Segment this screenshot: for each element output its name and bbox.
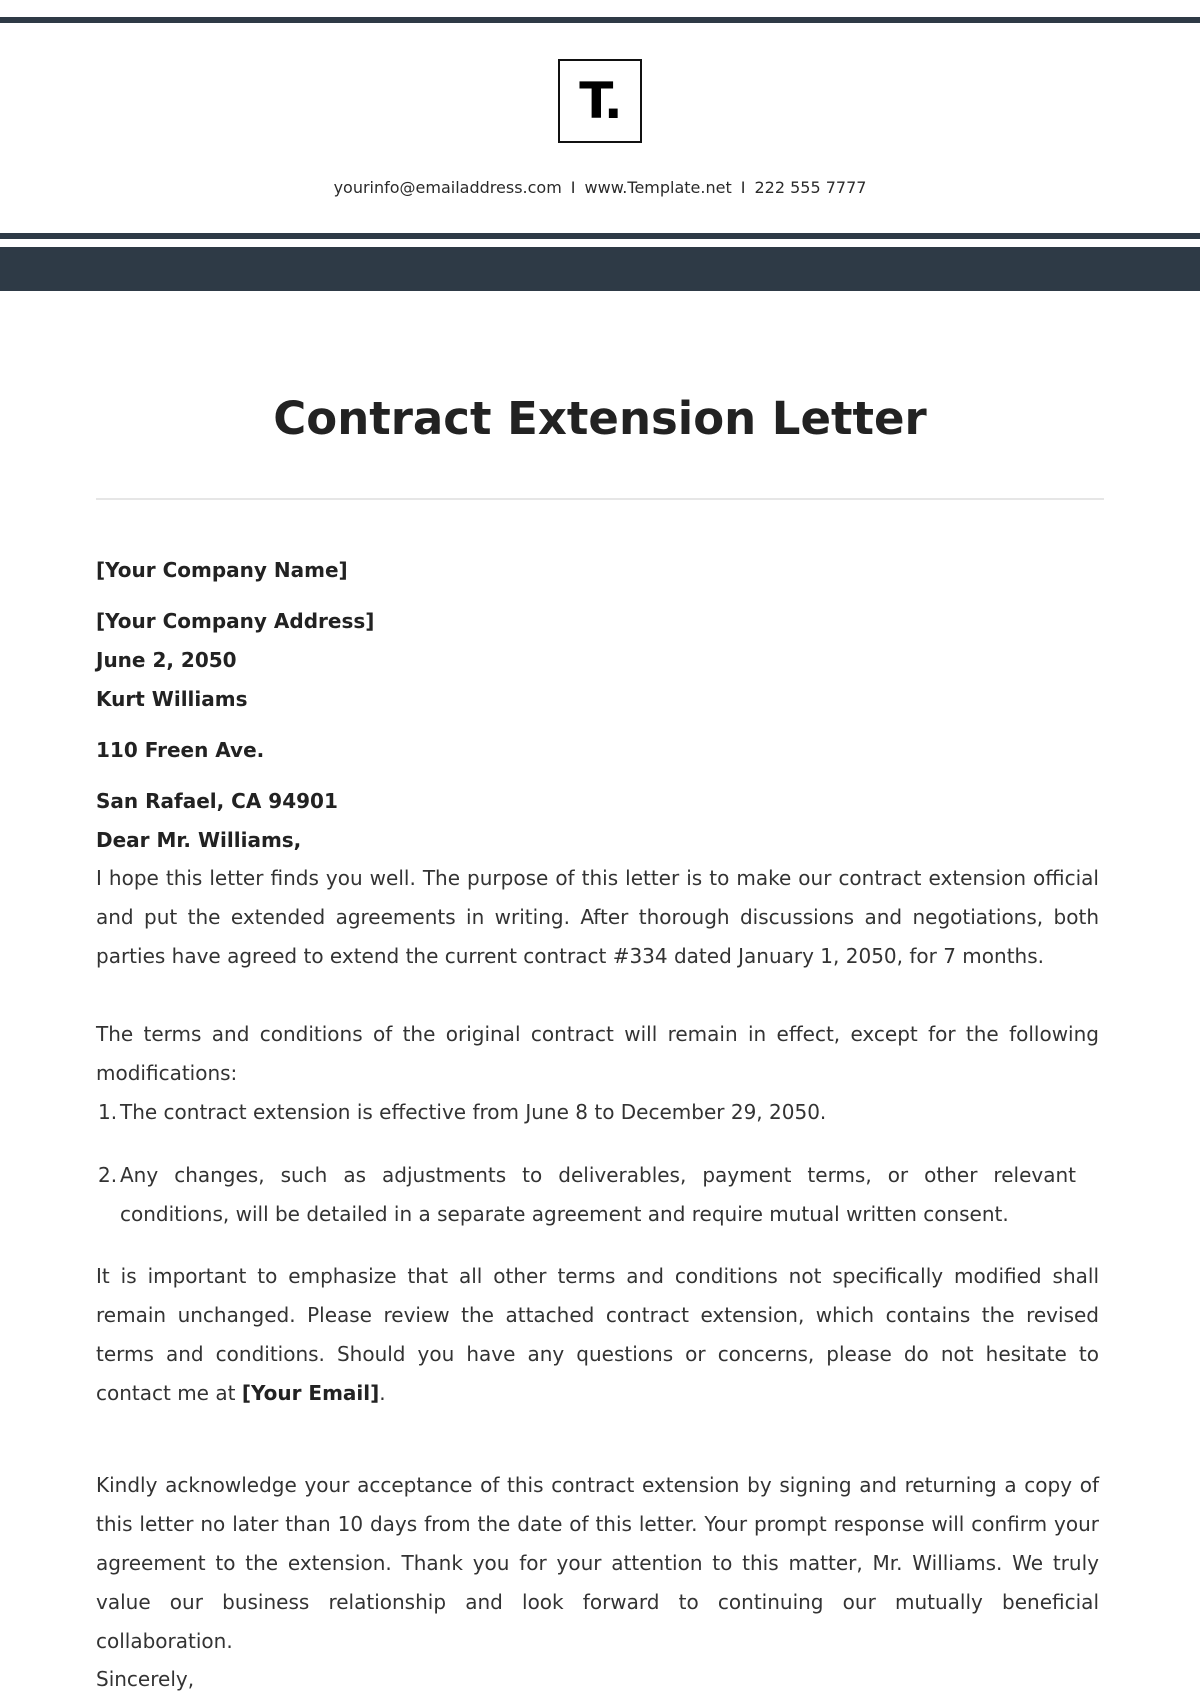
title-divider xyxy=(96,498,1104,500)
list-item xyxy=(96,1093,1076,1132)
list-item-text: The contract extension is effective from June 8 to December 29, 2050. xyxy=(120,1100,827,1124)
header-bottom-rule xyxy=(0,233,1200,239)
logo-text: T. xyxy=(579,72,621,130)
header-top-rule xyxy=(0,17,1200,23)
contact-phone: 222 555 7777 xyxy=(754,178,867,197)
recipient-city-state-zip: San Rafael, CA 94901 xyxy=(96,789,338,813)
recipient-name: Kurt Williams xyxy=(96,687,248,711)
acknowledge-paragraph: Kindly acknowledge your acceptance of this contract extension by signing and returning a copy of this letter no later than 10 days from the date of this letter. Your prompt response will confirm your agreement to the extension. Thank you for your attention to this matter, Mr. Williams. We truly value our business relationship and look forward to continuing our mutually beneficial collaboration. xyxy=(96,1473,1099,1653)
sender-company-address: [Your Company Address] xyxy=(96,609,375,633)
header-band xyxy=(0,247,1200,291)
terms-intro-paragraph: The terms and conditions of the original contract will remain in effect, except for the following modifications: xyxy=(96,1022,1099,1085)
contact-email-placeholder: [Your Email] xyxy=(241,1381,380,1405)
list-item xyxy=(96,1156,1076,1234)
emphasis-end: . xyxy=(379,1381,386,1405)
contact-separator: I xyxy=(740,178,746,197)
contact-line xyxy=(0,178,1200,197)
emphasis-paragraph xyxy=(96,1257,1099,1413)
intro-paragraph: I hope this letter finds you well. The purpose of this letter is to make our contract extension official and put the extended agreements in writing. After thorough discussions and negotiations, both parties have agreed to extend the current contract #334 dated January 1, 2050, for 7 months. xyxy=(96,866,1099,968)
emphasis-text: It is important to emphasize that all other terms and conditions not specifically modified shall remain unchanged. Please review the attached contract extension, which contains the revised terms and conditions. Should you have any questions or concerns, please do not hesitate to contact me at xyxy=(96,1264,1099,1405)
recipient-street: 110 Freen Ave. xyxy=(96,738,265,762)
closing: Sincerely, xyxy=(96,1667,195,1691)
sender-company-name: [Your Company Name] xyxy=(96,558,348,582)
contact-email: yourinfo@emailaddress.com xyxy=(333,178,562,197)
salutation: Dear Mr. Williams, xyxy=(96,828,302,852)
contact-separator: I xyxy=(570,178,576,197)
company-logo xyxy=(558,59,642,143)
letter-date: June 2, 2050 xyxy=(96,648,237,672)
list-item-number: 2. xyxy=(98,1163,118,1187)
list-item-text: Any changes, such as adjustments to deliverables, payment terms, or other relevant conditions, will be detailed in a separate agreement and require mutual written consent. xyxy=(120,1163,1076,1226)
contact-website: www.Template.net xyxy=(584,178,732,197)
document-title: Contract Extension Letter xyxy=(273,392,927,445)
list-item-number: 1. xyxy=(98,1100,118,1124)
